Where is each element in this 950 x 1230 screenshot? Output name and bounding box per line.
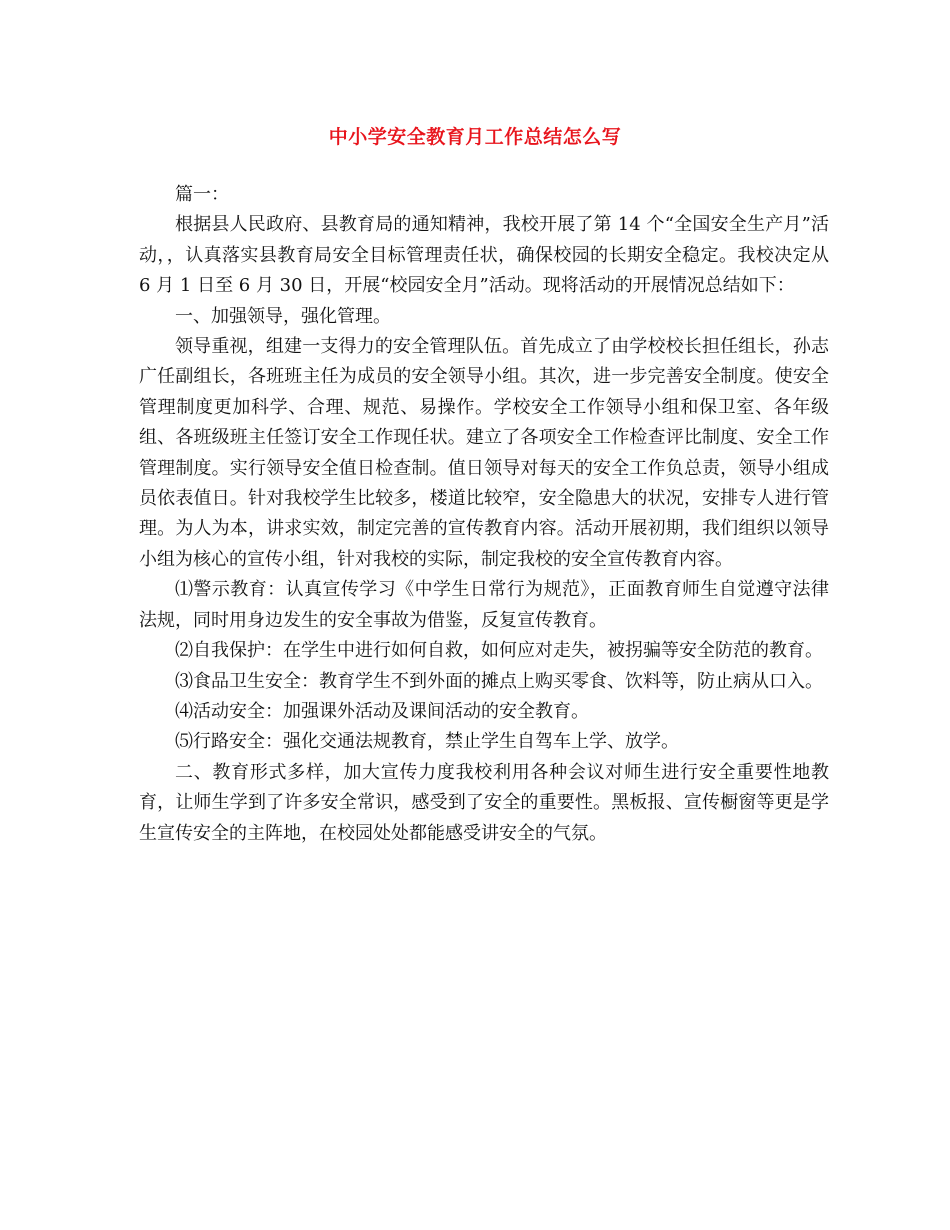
list-item-food-safety: ⑶食品卫生安全：教育学生不到外面的摊点上购买零食、饮料等，防止病从口入。 xyxy=(175,670,823,692)
list-item-warning-education: ⑴警示教育：认真宣传学习《中学生日常行为规范》，正面教育师生自觉遵守法律法规，同时用身边发生的安全事故为借鉴，反复宣传教育。 xyxy=(139,579,829,631)
document-body xyxy=(139,180,829,849)
paragraph-leadership: 领导重视，组建一支得力的安全管理队伍。首先成立了由学校校长担任组长，孙志广任副组长，各班班主任为成员的安全领导小组。其次，进一步完善安全制度。使安全管理制度更加科学、合理、规范、易操作。学校安全工作领导小组和保卫室、各年级组、各班级班主任签订安全工作现任状。建立了各项安全工作检查评比制度、安全工作管理制度。实行领导安全值日检查制。值日领导对每天的安全工作负总责，领导小组成员依表值日。针对我校学生比较多，楼道比较窄，安全隐患大的状况，安排专人进行管理。为人为本，讲求实效，制定完善的宣传教育内容。活动开展初期，我们组织以领导小组为核心的宣传小组，针对我校的实际，制定我校的安全宣传教育内容。 xyxy=(139,336,829,570)
paragraph-intro: 根据县人民政府、县教育局的通知精神，我校开展了第 14 个“全国安全生产月”活动，，认真落实县教育局安全目标管理责任状，确保校园的长期安全稳定。我校决定从 6 月 1 日至 6 月 30 日，开展“校园安全月”活动。现将活动的开展情况总结如下： xyxy=(139,214,829,297)
list-item-self-protection: ⑵自我保护：在学生中进行如何自救，如何应对走失，被拐骗等安全防范的教育。 xyxy=(175,640,823,662)
document-title: 中小学安全教育月工作总结怎么写 xyxy=(328,126,622,148)
list-item-activity-safety: ⑷活动安全：加强课外活动及课间活动的安全教育。 xyxy=(175,700,589,722)
list-item-road-safety: ⑸行路安全：强化交通法规教育，禁止学生自驾车上学、放学。 xyxy=(175,731,679,753)
paragraph-part-one-label: 篇一： xyxy=(175,184,229,205)
section-heading-1: 一、加强领导，强化管理。 xyxy=(175,305,391,327)
section-heading-2-paragraph: 二、教育形式多样，加大宣传力度我校利用各种会议对师生进行安全重要性地教育，让师生学到了许多安全常识，感受到了安全的重要性。黑板报、宣传橱窗等更是学生宣传安全的主阵地，在校园处处都能感受讲安全的气氛。 xyxy=(139,761,829,844)
